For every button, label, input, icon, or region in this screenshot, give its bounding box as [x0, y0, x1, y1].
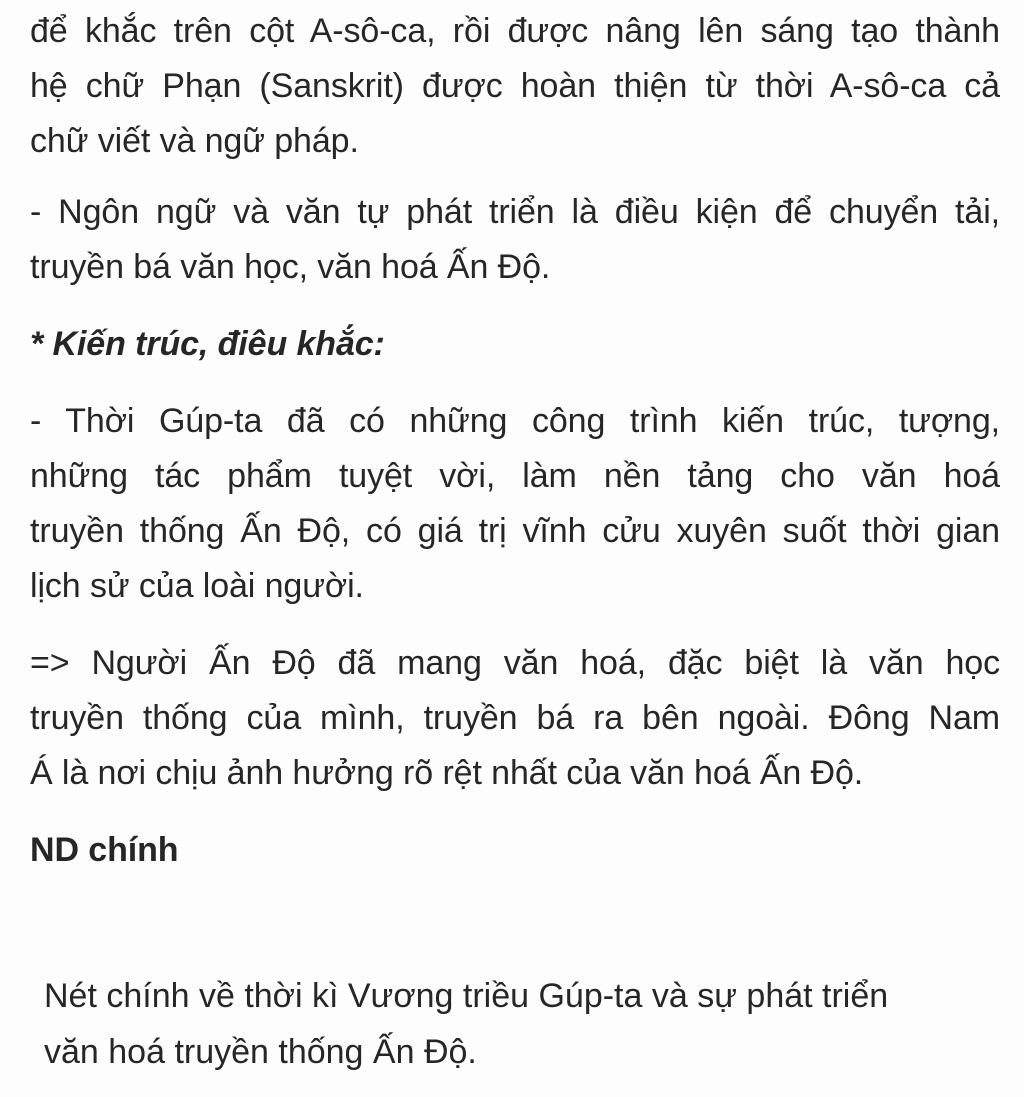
paragraph-sanskrit: [30, 4, 1000, 169]
text-line: những tác phẩm tuyệt vời, làm nền tảng cho văn hoá: [30, 457, 1000, 495]
text-line: => Người Ấn Độ đã mang văn hoá, đặc biệt là văn học: [30, 644, 1000, 682]
paragraph-architecture: [30, 394, 1000, 614]
text-line: Á là nơi chịu ảnh hưởng rõ rệt nhất của văn hoá Ấn Độ.: [30, 754, 864, 792]
article-body: [30, 4, 1000, 878]
text-line: lịch sử của loài người.: [30, 567, 364, 605]
text-line: - Ngôn ngữ và văn tự phát triển là điều kiện để chuyển tải,: [30, 193, 1000, 231]
section-heading-main-content: ND chính: [30, 831, 179, 869]
text-line: chữ viết và ngữ pháp.: [30, 122, 359, 160]
summary-line: văn hoá truyền thống Ấn Độ.: [44, 1033, 477, 1071]
text-line: truyền bá văn học, văn hoá Ấn Độ.: [30, 248, 551, 286]
paragraph-conclusion: [30, 636, 1000, 801]
summary-text: [44, 968, 974, 1080]
summary-line: Nét chính về thời kì Vương triều Gúp-ta và sự phát triển: [44, 977, 889, 1015]
text-line: truyền thống của mình, truyền bá ra bên ngoài. Đông Nam: [30, 699, 1000, 737]
text-line: để khắc trên cột A-sô-ca, rồi được nâng lên sáng tạo thành: [30, 12, 1000, 50]
text-line: truyền thống Ấn Độ, có giá trị vĩnh cửu xuyên suốt thời gian: [30, 512, 1000, 550]
paragraph-language: [30, 185, 1000, 295]
section-heading-architecture: * Kiến trúc, điêu khắc:: [30, 325, 385, 363]
text-line: - Thời Gúp-ta đã có những công trình kiến trúc, tượng,: [30, 402, 1000, 440]
text-line: hệ chữ Phạn (Sanskrit) được hoàn thiện từ thời A-sô-ca cả: [30, 67, 1000, 105]
